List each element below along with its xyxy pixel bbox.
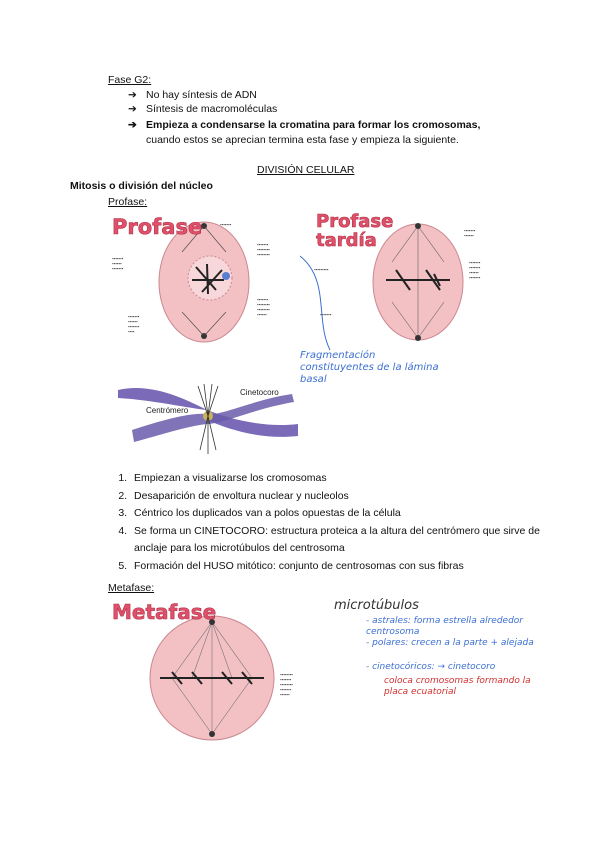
tardia-label-a: ▪▪▪▪▪▪▪ ▪▪▪▪▪▪ <box>464 228 476 238</box>
g2-bullet-2: ➔ Síntesis de macromoléculas <box>128 103 278 115</box>
profase-tardia-figure-title: Profase tardía <box>316 211 394 251</box>
section-title: DIVISIÓN CELULAR <box>257 164 355 176</box>
tardia-label-b: ▪▪▪▪▪▪▪▪▪ <box>314 267 329 272</box>
metafase-note-cinetocoricos: - cinetocóricos: → cinetocoro <box>366 662 496 672</box>
g2-bullet-1: ➔ No hay síntesis de ADN <box>128 89 257 101</box>
metafase-note-astrales: - astrales: forma estrella alrededor centrosoma <box>366 616 523 637</box>
tardia-label-d: ▪▪▪▪▪▪▪ <box>320 312 332 317</box>
centromere-label: Centrómero <box>146 406 189 415</box>
profase-label-a: ▪▪▪▪▪▪▪ <box>220 222 232 227</box>
profase-handnote: Fragmentación constituyentes de la lámina basal <box>300 350 439 385</box>
kinetochore-label: Cinetocoro <box>240 388 279 397</box>
g2-continuation: cuando estos se aprecian termina esta fase y empieza la siguiente. <box>146 134 459 146</box>
metafase-label: ▪▪▪▪▪▪▪▪ ▪▪▪▪▪▪▪ ▪▪▪▪▪▪▪▪ ▪▪▪▪▪▪▪ ▪▪▪▪▪▪ <box>280 672 293 697</box>
list-item: 1. Empiezan a visualizarse los cromosomas <box>130 470 550 488</box>
profase-heading: Profase: <box>108 196 148 208</box>
profase-label-c: ▪▪▪▪▪▪▪ ▪▪▪▪▪▪ ▪▪▪▪▪▪▪ <box>112 256 124 271</box>
arrow-icon: ➔ <box>128 119 137 131</box>
tardia-label-c: ▪▪▪▪▪▪▪ ▪▪▪▪▪▪▪ ▪▪▪▪▪▪ ▪▪▪▪▪▪▪ <box>469 260 481 280</box>
mitosis-subtitle: Mitosis o división del núcleo <box>70 180 213 192</box>
list-item: 4. Se forma un CINETOCORO: estructura proteica a la altura del centrómero que sirve de anclaje para los microtúbulos del centrosoma <box>130 523 550 558</box>
list-item: 3. Céntrico los duplicados van a polos opuestas de la célula <box>130 505 550 523</box>
arrow-icon: ➔ <box>128 103 137 115</box>
metafase-note-polares: - polares: crecen a la parte + alejada <box>366 638 534 648</box>
g2-heading: Fase G2: <box>108 74 152 86</box>
profase-figure-title: Profase <box>112 215 203 239</box>
metafase-heading: Metafase: <box>108 582 155 594</box>
metafase-figure-title: Metafase <box>112 600 217 624</box>
metafase-notes-title: microtúbulos <box>334 598 419 613</box>
profase-label-d: ▪▪▪▪▪▪▪ ▪▪▪▪▪▪▪▪ ▪▪▪▪▪▪▪▪ ▪▪▪▪▪▪ <box>257 297 270 317</box>
arrow-icon: ➔ <box>128 89 137 101</box>
list-item: 5. Formación del HUSO mitótico: conjunto de centrosomas con sus fibras <box>130 558 550 576</box>
profase-label-e: ▪▪▪▪▪▪▪ ▪▪▪▪▪▪ ▪▪▪▪▪▪▪ ▪▪▪▪ <box>128 314 140 334</box>
metafase-note-placa: coloca cromosomas formando la placa ecuatorial <box>384 676 531 697</box>
list-item: 2. Desaparición de envoltura nuclear y nucleolos <box>130 488 550 506</box>
profase-steps <box>112 470 550 575</box>
profase-label-b: ▪▪▪▪▪▪▪ ▪▪▪▪▪▪▪▪ ▪▪▪▪▪▪▪▪ <box>257 242 270 257</box>
g2-bullet-3: ➔ Empieza a condensarse la cromatina para formar los cromosomas, <box>128 119 481 131</box>
